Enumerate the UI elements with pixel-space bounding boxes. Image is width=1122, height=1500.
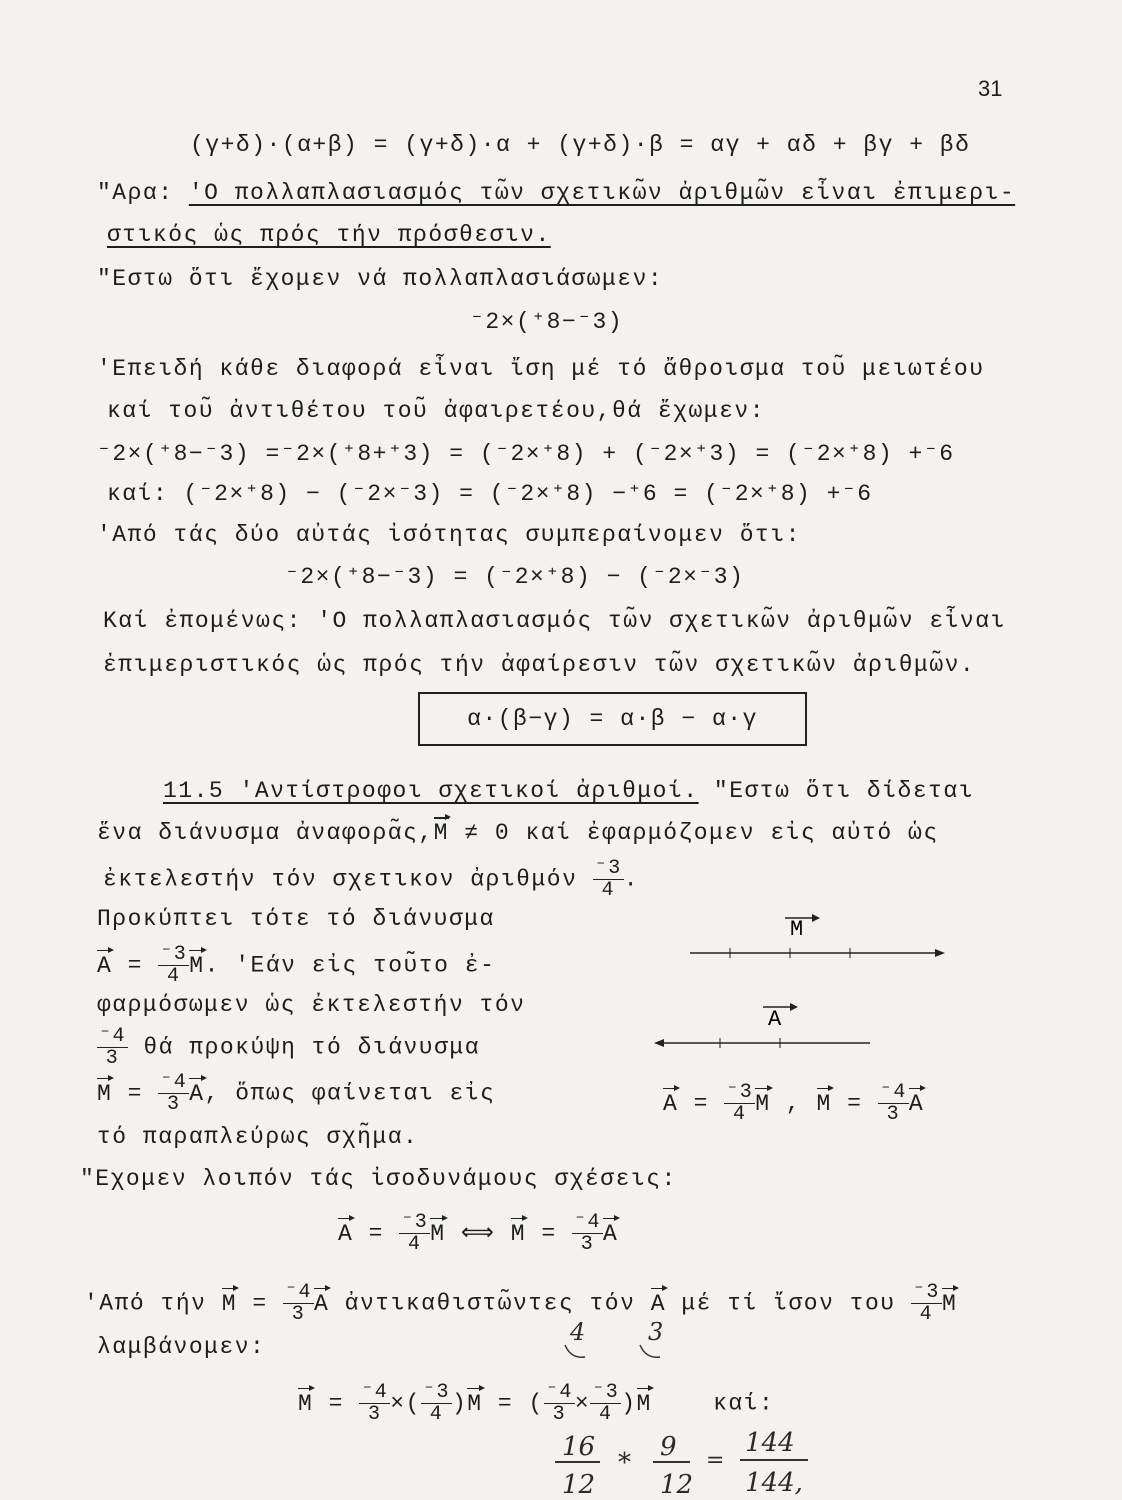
difference-rule-line-1: 'Επειδή κάθε διαφορά εἶναι ἴση μέ τό ἄθροισμα του̃ μειωτέου — [97, 356, 985, 382]
equation-1: ⁻2×(⁺8−⁻3) =⁻2×(⁺8+⁺3) = (⁻2×⁺8) + (⁻2×⁺3) = (⁻2×⁺8) +⁻6 — [97, 441, 955, 467]
kai-label: καί: — [713, 1390, 775, 1417]
intro-multiply: "Εστω ὅτι ἔχομεν νά πολλαπλασιάσωμεν: — [97, 266, 664, 292]
substitution-line: 'Από τήν M = $\frac{^-4}{3}$ A ἀντικαθιστω̃ντες τόν A μέ τί ἴσον του $\frac{^-3}{4}$ M — [84, 1281, 958, 1326]
handwritten-144b: 144, — [745, 1468, 803, 1498]
equivalence-statement: A = $\frac{^-3}{4}$ M ⟺ M = $\frac{^-4}{3}$ A — [338, 1211, 619, 1256]
handwritten-eq: = — [706, 1448, 725, 1473]
distributive-expansion: (γ+δ)·(α+β) = (γ+δ)·α + (γ+δ)·β = αγ + αδ + βγ + βδ — [190, 132, 971, 158]
results-line: Προκύπτει τότε τό διάνυσμα — [97, 906, 495, 932]
equation-2: καί: (⁻2×⁺8) − (⁻2×⁻3) = (⁻2×⁺8) −⁺6 = (⁻2×⁺8) +⁻6 — [107, 481, 873, 507]
apply-line: φαρμόσωμεν ὡς ἐκτελεστήν τόν — [97, 992, 526, 1018]
final-equation: M = $\frac{^-4}{3}$ ×( $\frac{^-3}{4}$ )M = ( $\frac{^-4}{3}$ × $\frac{^-3}{4}$ )M καί: — [298, 1381, 775, 1426]
section-title: 11.5 'Αντίστροφοι σχετικοί ἀριθμοί. — [163, 778, 699, 804]
handwritten-4: 4 — [570, 1318, 586, 1346]
handwritten-op: * — [618, 1448, 631, 1478]
fraction-neg3-4: $\frac{^-3}{4}$ — [594, 857, 622, 902]
vector-m-definition: M = $\frac{^-4}{3}$ A, ὅπως φαίνεται εἰς — [97, 1071, 496, 1116]
conclusion-prefix: "Αρα: — [97, 180, 189, 206]
conclusion-statement: 'Ο πολλαπλασιασμός τω̃ν σχετικω̃ν ἀριθμω̃ν εἶναι ἐπιμερι- — [188, 180, 1016, 206]
executor-line: ἐκτελεστήν τόν σχετικον ἀριθμόν $\frac{^-3}{4}$ . — [103, 857, 640, 902]
receive-line: λαμβάνομεν: — [97, 1334, 266, 1360]
handwritten-12b: 12 — [660, 1470, 694, 1500]
conclusion-line-2: στικός ὡς πρός τήν πρόσθεσιν. — [107, 222, 551, 248]
result-vector-line: $\frac{^-4}{3}$ θά προκύψη τό διάνυσμα — [99, 1025, 481, 1070]
reference-vector-line: ἕνα διάνυσμα ἀναφορα̃ς,M ≠ 0 καί ἐφαρμόζομεν εἰς αὐτό ὡς — [97, 820, 939, 846]
expression-to-multiply: ⁻2×(⁺8−⁻3) — [470, 309, 624, 335]
vector-a-definition: A = $\frac{^-3}{4}$ M. 'Εάν εἰς του̃το ἐ- — [97, 943, 496, 988]
figure-reference: τό παραπλεύρως σχη̃μα. — [97, 1124, 419, 1150]
equivalence-arrow: ⟺ — [460, 1220, 496, 1247]
figure-label-m: M — [790, 917, 804, 942]
figure-label-a: A — [768, 1007, 782, 1032]
figure-relations: A = $\frac{^-3}{4}$ M , M = $\frac{^-4}{3}$ A — [663, 1081, 925, 1126]
handwritten-144a: 144 — [745, 1428, 795, 1458]
handwritten-12a: 12 — [562, 1470, 596, 1500]
handwritten-3: 3 — [648, 1318, 664, 1346]
equation-3: ⁻2×(⁺8−⁻3) = (⁻2×⁺8) − (⁻2×⁻3) — [285, 564, 745, 590]
vector-m: M — [433, 820, 449, 846]
handwritten-9: 9 — [660, 1432, 677, 1462]
consequence-line-2: ἐπιμεριστικός ὡς πρός τήν ἀφαίρεσιν τω̃ν σχετικω̃ν ἀριθμω̃ν. — [103, 652, 976, 678]
boxed-formula: α·(β−γ) = α·β − α·γ — [467, 706, 758, 732]
page-number: 31 — [978, 76, 1003, 101]
handwritten-16: 16 — [562, 1432, 596, 1462]
section-intro: "Εστω ὅτι δίδεται — [698, 778, 975, 804]
equivalent-relations-intro: "Εχομεν λοιπόν τάς ἰσοδυνάμους σχέσεις: — [80, 1166, 677, 1192]
consequence-line-1: Καί ἐπομένως: 'Ο πολλαπλασιασμός τω̃ν σχετικω̃ν ἀριθμω̃ν εἶναι — [103, 608, 1006, 634]
difference-rule-line-2: καί του̃ ἀντιθέτου του̃ ἀφαιρετέου,θά ἔχωμεν: — [107, 398, 765, 424]
conclude-intro: 'Από τάς δύο αὐτάς ἰσότητας συμπεραίνομεν ὅτι: — [97, 522, 801, 548]
